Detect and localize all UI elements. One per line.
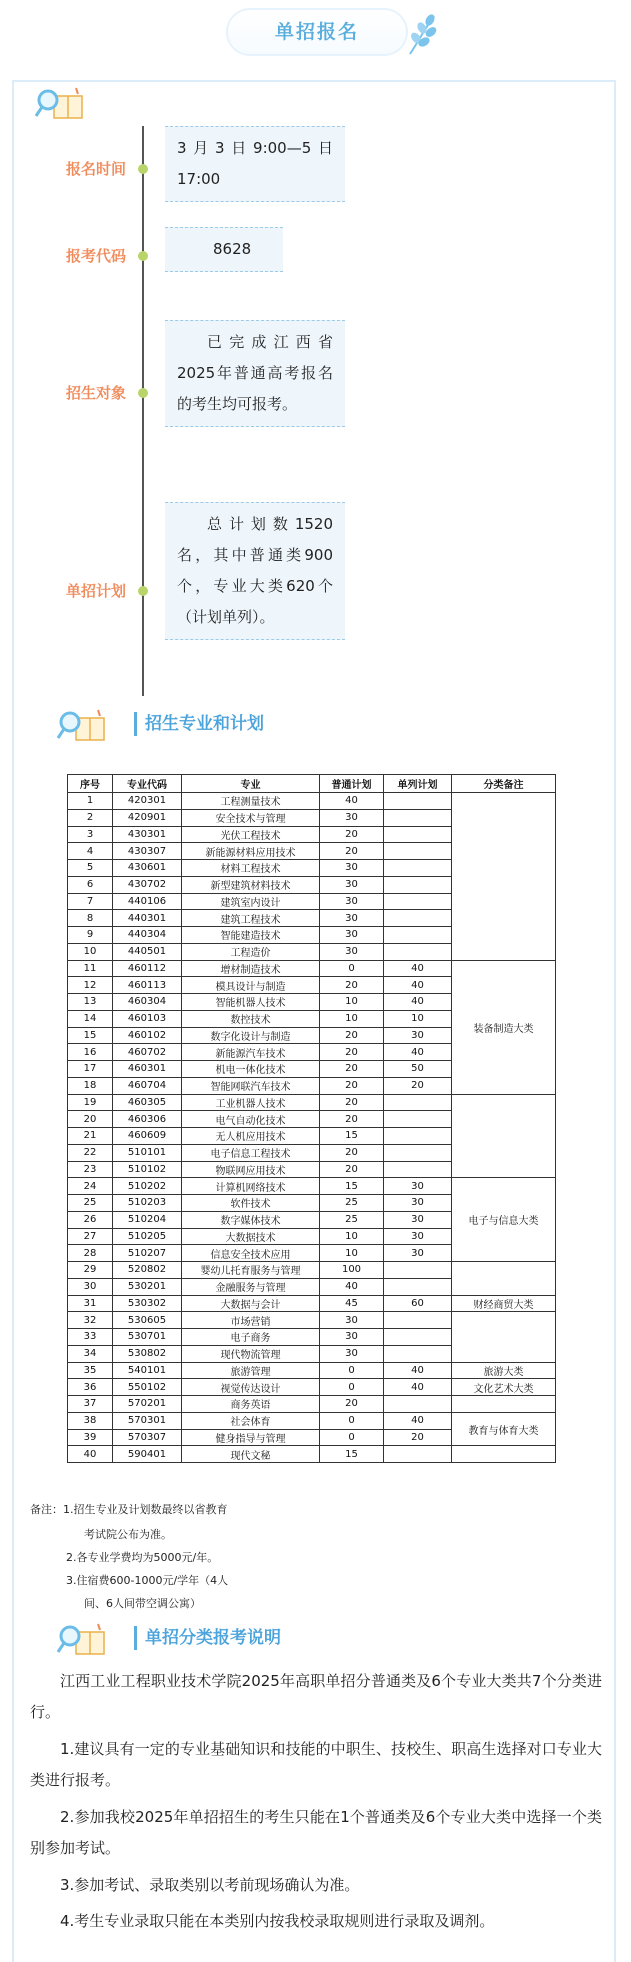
table-cell: 7 xyxy=(68,893,113,910)
table-cell: 45 xyxy=(320,1295,384,1312)
table-cell: 安全技术与管理 xyxy=(182,809,320,826)
table-cell: 30 xyxy=(320,893,384,910)
table-cell: 30 xyxy=(384,1228,452,1245)
table-row xyxy=(68,1362,556,1379)
table-cell xyxy=(384,1446,452,1463)
table-row xyxy=(68,960,556,977)
table-cell: 25 xyxy=(320,1195,384,1212)
table-cell: 电子商务 xyxy=(182,1329,320,1346)
table-cell: 11 xyxy=(68,960,113,977)
table-cell: 590401 xyxy=(113,1446,182,1463)
table-cell: 460704 xyxy=(113,1077,182,1094)
table-cell xyxy=(384,1345,452,1362)
paragraph: 1.建议具有一定的专业基础知识和技能的中职生、技校生、职高生选择对口专业大类进行报考。 xyxy=(30,1740,602,1789)
table-cell: 模具设计与制造 xyxy=(182,977,320,994)
table-row xyxy=(68,1295,556,1312)
table-cell: 30 xyxy=(384,1178,452,1195)
timeline-value: 总计划数1520名，其中普通类900个，专业大类620个（计划单列）。 xyxy=(165,502,345,640)
table-cell: 工程测量技术 xyxy=(182,793,320,810)
timeline-value: 8628 xyxy=(165,227,283,272)
table-cell: 430601 xyxy=(113,860,182,877)
table-cell xyxy=(384,1262,452,1279)
table-cell: 25 xyxy=(68,1195,113,1212)
timeline-value: 已完成江西省2025年普通高考报名的考生均可报考。 xyxy=(165,320,345,427)
table-cell: 40 xyxy=(384,1379,452,1396)
table-cell: 社会体育 xyxy=(182,1412,320,1429)
table-cell: 3 xyxy=(68,826,113,843)
table-cell: 30 xyxy=(320,809,384,826)
table-cell xyxy=(384,1278,452,1295)
table-cell: 40 xyxy=(320,793,384,810)
table-cell: 工业机器人技术 xyxy=(182,1094,320,1111)
header-tag xyxy=(228,10,406,54)
table-header-cell: 专业代码 xyxy=(113,775,182,793)
table-cell: 15 xyxy=(320,1446,384,1463)
table-cell xyxy=(384,910,452,927)
table-header-cell: 分类备注 xyxy=(452,775,556,793)
table-cell: 460306 xyxy=(113,1111,182,1128)
table-cell xyxy=(384,1128,452,1145)
table-cell: 20 xyxy=(320,1044,384,1061)
table-cell: 软件技术 xyxy=(182,1195,320,1212)
table-row xyxy=(68,1312,556,1329)
table-header-cell: 单列计划 xyxy=(384,775,452,793)
table-cell: 17 xyxy=(68,1061,113,1078)
table-cell: 510202 xyxy=(113,1178,182,1195)
paragraph: 4.考生专业录取只能在本类别内按我校录取规则进行录取及调剂。 xyxy=(60,1912,495,1930)
table-cell: 30 xyxy=(320,1312,384,1329)
table-cell: 460103 xyxy=(113,1010,182,1027)
table-header-cell: 专业 xyxy=(182,775,320,793)
table-cell: 20 xyxy=(320,1111,384,1128)
table-cell xyxy=(384,927,452,944)
table-cell: 数控技术 xyxy=(182,1010,320,1027)
table-row xyxy=(68,1094,556,1111)
table-cell xyxy=(384,809,452,826)
table-cell: 30 xyxy=(320,860,384,877)
table-cell: 28 xyxy=(68,1245,113,1262)
section-title-exam: 单招分类报考说明 xyxy=(134,1626,281,1650)
table-header-cell: 序号 xyxy=(68,775,113,793)
table-cell: 20 xyxy=(320,1094,384,1111)
table-cell: 430307 xyxy=(113,843,182,860)
table-cell: 27 xyxy=(68,1228,113,1245)
table-cell: 2 xyxy=(68,809,113,826)
table-cell: 30 xyxy=(320,943,384,960)
table-cell: 40 xyxy=(68,1446,113,1463)
category-cell: 财经商贸大类 xyxy=(452,1295,556,1312)
table-cell: 40 xyxy=(384,977,452,994)
table-cell: 460301 xyxy=(113,1061,182,1078)
table-header-row xyxy=(68,775,556,793)
table-cell: 婴幼儿托育服务与管理 xyxy=(182,1262,320,1279)
table-cell: 视觉传达设计 xyxy=(182,1379,320,1396)
category-cell: 文化艺术大类 xyxy=(452,1379,556,1396)
magnifier-book-icon xyxy=(56,708,108,744)
table-cell: 数字化设计与制造 xyxy=(182,1027,320,1044)
table-cell: 14 xyxy=(68,1010,113,1027)
table-cell: 商务英语 xyxy=(182,1396,320,1413)
table-cell xyxy=(384,860,452,877)
table-cell: 570307 xyxy=(113,1429,182,1446)
table-cell: 540101 xyxy=(113,1362,182,1379)
table-cell: 15 xyxy=(68,1027,113,1044)
table-cell: 530802 xyxy=(113,1345,182,1362)
table-cell: 计算机网络技术 xyxy=(182,1178,320,1195)
paragraph: 2.参加我校2025年单招招生的考生只能在1个普通类及6个专业大类中选择一个类别参加考试。 xyxy=(30,1808,602,1857)
table-cell: 20 xyxy=(320,826,384,843)
table-cell: 29 xyxy=(68,1262,113,1279)
table-body xyxy=(68,793,556,1463)
table-cell: 现代物流管理 xyxy=(182,1345,320,1362)
table-cell: 570301 xyxy=(113,1412,182,1429)
table-cell: 440501 xyxy=(113,943,182,960)
table-cell: 市场营销 xyxy=(182,1312,320,1329)
table-cell: 健身指导与管理 xyxy=(182,1429,320,1446)
table-cell: 550102 xyxy=(113,1379,182,1396)
table-cell: 信息安全技术应用 xyxy=(182,1245,320,1262)
timeline-label: 招生对象 xyxy=(66,384,127,402)
section-title-plan: 招生专业和计划 xyxy=(134,712,264,736)
table-cell: 15 xyxy=(320,1178,384,1195)
table-cell: 0 xyxy=(320,1362,384,1379)
category-cell: 装备制造大类 xyxy=(452,960,556,1094)
table-cell: 工程造价 xyxy=(182,943,320,960)
table-cell: 31 xyxy=(68,1295,113,1312)
category-cell xyxy=(452,1446,556,1463)
table-row xyxy=(68,1379,556,1396)
table-cell: 智能网联汽车技术 xyxy=(182,1077,320,1094)
table-cell: 新能源汽车技术 xyxy=(182,1044,320,1061)
table-cell: 510204 xyxy=(113,1211,182,1228)
table-cell: 520802 xyxy=(113,1262,182,1279)
table-cell xyxy=(384,793,452,810)
table-cell: 23 xyxy=(68,1161,113,1178)
table-cell: 30 xyxy=(320,876,384,893)
note-line: 间、6人间带空调公寓） xyxy=(84,1597,201,1610)
table-cell: 13 xyxy=(68,994,113,1011)
table-cell: 16 xyxy=(68,1044,113,1061)
table-cell: 100 xyxy=(320,1262,384,1279)
table-cell: 36 xyxy=(68,1379,113,1396)
table-cell: 新型建筑材料技术 xyxy=(182,876,320,893)
table-cell xyxy=(384,843,452,860)
table-cell: 460702 xyxy=(113,1044,182,1061)
table-cell: 建筑室内设计 xyxy=(182,893,320,910)
page-header xyxy=(0,0,631,70)
category-cell: 旅游大类 xyxy=(452,1362,556,1379)
table-cell: 30 xyxy=(384,1195,452,1212)
table-cell: 材料工程技术 xyxy=(182,860,320,877)
table-cell: 19 xyxy=(68,1094,113,1111)
category-cell xyxy=(452,1094,556,1178)
category-cell: 教育与体育大类 xyxy=(452,1412,556,1446)
table-cell: 1 xyxy=(68,793,113,810)
table-cell: 8 xyxy=(68,910,113,927)
table-cell: 37 xyxy=(68,1396,113,1413)
table-cell: 26 xyxy=(68,1211,113,1228)
table-cell: 440106 xyxy=(113,893,182,910)
table-cell: 21 xyxy=(68,1128,113,1145)
table-cell: 0 xyxy=(320,1379,384,1396)
note-line: 考试院公布为准。 xyxy=(84,1528,172,1541)
table-cell: 24 xyxy=(68,1178,113,1195)
table-cell: 20 xyxy=(320,843,384,860)
table-cell: 510101 xyxy=(113,1144,182,1161)
table-header-cell: 普通计划 xyxy=(320,775,384,793)
table-cell xyxy=(384,1396,452,1413)
table-cell: 20 xyxy=(68,1111,113,1128)
table-cell: 50 xyxy=(384,1061,452,1078)
table-cell: 20 xyxy=(384,1429,452,1446)
table-cell: 20 xyxy=(320,1396,384,1413)
table-cell: 新能源材料应用技术 xyxy=(182,843,320,860)
table-cell: 机电一体化技术 xyxy=(182,1061,320,1078)
table-cell: 34 xyxy=(68,1345,113,1362)
timeline-dot xyxy=(138,251,148,261)
timeline-label: 报考代码 xyxy=(66,247,127,265)
table-cell: 420901 xyxy=(113,809,182,826)
table-cell: 15 xyxy=(320,1128,384,1145)
note-line: 2.各专业学费均为5000元/年。 xyxy=(66,1551,219,1564)
table-cell: 6 xyxy=(68,876,113,893)
table-cell: 20 xyxy=(320,1077,384,1094)
leaf-icon xyxy=(404,12,440,56)
table-cell: 20 xyxy=(320,1061,384,1078)
plan-table xyxy=(67,774,556,1463)
table-cell: 530302 xyxy=(113,1295,182,1312)
paragraph: 江西工业工程职业技术学院2025年高职单招分普通类及6个专业大类共7个分类进行。 xyxy=(30,1672,602,1721)
note-line: 3.住宿费600-1000元/学年（4人 xyxy=(66,1574,229,1587)
table-cell: 30 xyxy=(384,1211,452,1228)
table-cell: 10 xyxy=(320,994,384,1011)
table-cell: 10 xyxy=(68,943,113,960)
table-cell: 光伏工程技术 xyxy=(182,826,320,843)
table-cell: 大数据与会计 xyxy=(182,1295,320,1312)
table-cell: 0 xyxy=(320,1429,384,1446)
table-row xyxy=(68,1446,556,1463)
table-cell: 大数据技术 xyxy=(182,1228,320,1245)
magnifier-book-icon xyxy=(56,1622,108,1658)
table-cell: 460112 xyxy=(113,960,182,977)
table-cell: 460102 xyxy=(113,1027,182,1044)
table-cell: 40 xyxy=(384,994,452,1011)
table-cell: 420301 xyxy=(113,793,182,810)
timeline-dot xyxy=(138,164,148,174)
table-cell: 440304 xyxy=(113,927,182,944)
table-cell xyxy=(384,1312,452,1329)
table-cell xyxy=(384,1161,452,1178)
table-cell: 9 xyxy=(68,927,113,944)
table-cell: 4 xyxy=(68,843,113,860)
table-row xyxy=(68,793,556,810)
note-line: 备注：1.招生专业及计划数最终以省教育 xyxy=(30,1503,228,1516)
table-cell xyxy=(384,1094,452,1111)
table-cell: 430301 xyxy=(113,826,182,843)
table-cell: 10 xyxy=(320,1228,384,1245)
table-cell: 25 xyxy=(320,1211,384,1228)
table-cell: 40 xyxy=(384,1412,452,1429)
table-cell: 510207 xyxy=(113,1245,182,1262)
table-cell: 旅游管理 xyxy=(182,1362,320,1379)
table-cell: 30 xyxy=(320,1329,384,1346)
category-cell xyxy=(452,1312,556,1362)
table-cell: 510102 xyxy=(113,1161,182,1178)
table-cell: 10 xyxy=(384,1010,452,1027)
table-cell: 460113 xyxy=(113,977,182,994)
table-cell: 智能机器人技术 xyxy=(182,994,320,1011)
table-cell: 30 xyxy=(320,1345,384,1362)
timeline-value: 3月3日9:00—5日17:00 xyxy=(165,126,345,202)
table-cell: 物联网应用技术 xyxy=(182,1161,320,1178)
table-cell: 460304 xyxy=(113,994,182,1011)
timeline-label: 单招计划 xyxy=(66,582,127,600)
table-cell: 38 xyxy=(68,1412,113,1429)
table-cell: 5 xyxy=(68,860,113,877)
table-cell: 20 xyxy=(320,977,384,994)
timeline-line xyxy=(142,126,144,696)
table-cell: 22 xyxy=(68,1144,113,1161)
table-cell: 530701 xyxy=(113,1329,182,1346)
table-cell: 440301 xyxy=(113,910,182,927)
timeline-label: 报名时间 xyxy=(66,160,127,178)
table-cell: 20 xyxy=(320,1144,384,1161)
table-cell: 430702 xyxy=(113,876,182,893)
header-title: 单招报名 xyxy=(274,21,359,43)
table-cell: 60 xyxy=(384,1295,452,1312)
table-cell: 电气自动化技术 xyxy=(182,1111,320,1128)
table-cell: 电子信息工程技术 xyxy=(182,1144,320,1161)
table-cell xyxy=(384,1144,452,1161)
category-cell xyxy=(452,1262,556,1296)
table-cell: 20 xyxy=(320,1027,384,1044)
table-cell xyxy=(384,826,452,843)
category-cell xyxy=(452,1396,556,1413)
table-cell: 510203 xyxy=(113,1195,182,1212)
table-cell: 数字媒体技术 xyxy=(182,1211,320,1228)
table-cell: 0 xyxy=(320,1412,384,1429)
timeline-dot xyxy=(138,388,148,398)
table-cell: 0 xyxy=(320,960,384,977)
table-cell: 530605 xyxy=(113,1312,182,1329)
table-cell: 40 xyxy=(320,1278,384,1295)
table-cell: 35 xyxy=(68,1362,113,1379)
category-cell: 电子与信息大类 xyxy=(452,1178,556,1262)
paragraph: 3.参加考试、录取类别以考前现场确认为准。 xyxy=(60,1876,360,1894)
category-cell xyxy=(452,793,556,961)
table-cell: 30 xyxy=(320,927,384,944)
table-cell xyxy=(384,1111,452,1128)
table-cell: 33 xyxy=(68,1329,113,1346)
table-cell: 智能建造技术 xyxy=(182,927,320,944)
table-cell: 510205 xyxy=(113,1228,182,1245)
table-cell: 10 xyxy=(320,1245,384,1262)
table-cell: 18 xyxy=(68,1077,113,1094)
magnifier-book-icon xyxy=(34,86,86,122)
table-cell: 40 xyxy=(384,960,452,977)
table-cell xyxy=(384,893,452,910)
timeline-dot xyxy=(138,586,148,596)
table-cell: 金融服务与管理 xyxy=(182,1278,320,1295)
table-cell: 建筑工程技术 xyxy=(182,910,320,927)
table-cell: 530201 xyxy=(113,1278,182,1295)
table-cell: 570201 xyxy=(113,1396,182,1413)
table-cell xyxy=(384,876,452,893)
table-cell: 40 xyxy=(384,1044,452,1061)
table-cell: 无人机应用技术 xyxy=(182,1128,320,1145)
table-row xyxy=(68,1412,556,1429)
table-cell xyxy=(384,1329,452,1346)
table-cell: 30 xyxy=(384,1245,452,1262)
table-cell: 32 xyxy=(68,1312,113,1329)
table-cell: 40 xyxy=(384,1362,452,1379)
table-row xyxy=(68,1178,556,1195)
table-cell: 增材制造技术 xyxy=(182,960,320,977)
table-cell: 现代文秘 xyxy=(182,1446,320,1463)
table-cell: 20 xyxy=(320,1161,384,1178)
table-cell: 30 xyxy=(384,1027,452,1044)
table-cell: 30 xyxy=(320,910,384,927)
table-cell: 460609 xyxy=(113,1128,182,1145)
table-cell: 460305 xyxy=(113,1094,182,1111)
table-cell: 20 xyxy=(384,1077,452,1094)
table-cell: 39 xyxy=(68,1429,113,1446)
table-cell xyxy=(384,943,452,960)
table-cell: 12 xyxy=(68,977,113,994)
table-cell: 30 xyxy=(68,1278,113,1295)
table-cell: 10 xyxy=(320,1010,384,1027)
table-row xyxy=(68,1396,556,1413)
table-row xyxy=(68,1262,556,1279)
